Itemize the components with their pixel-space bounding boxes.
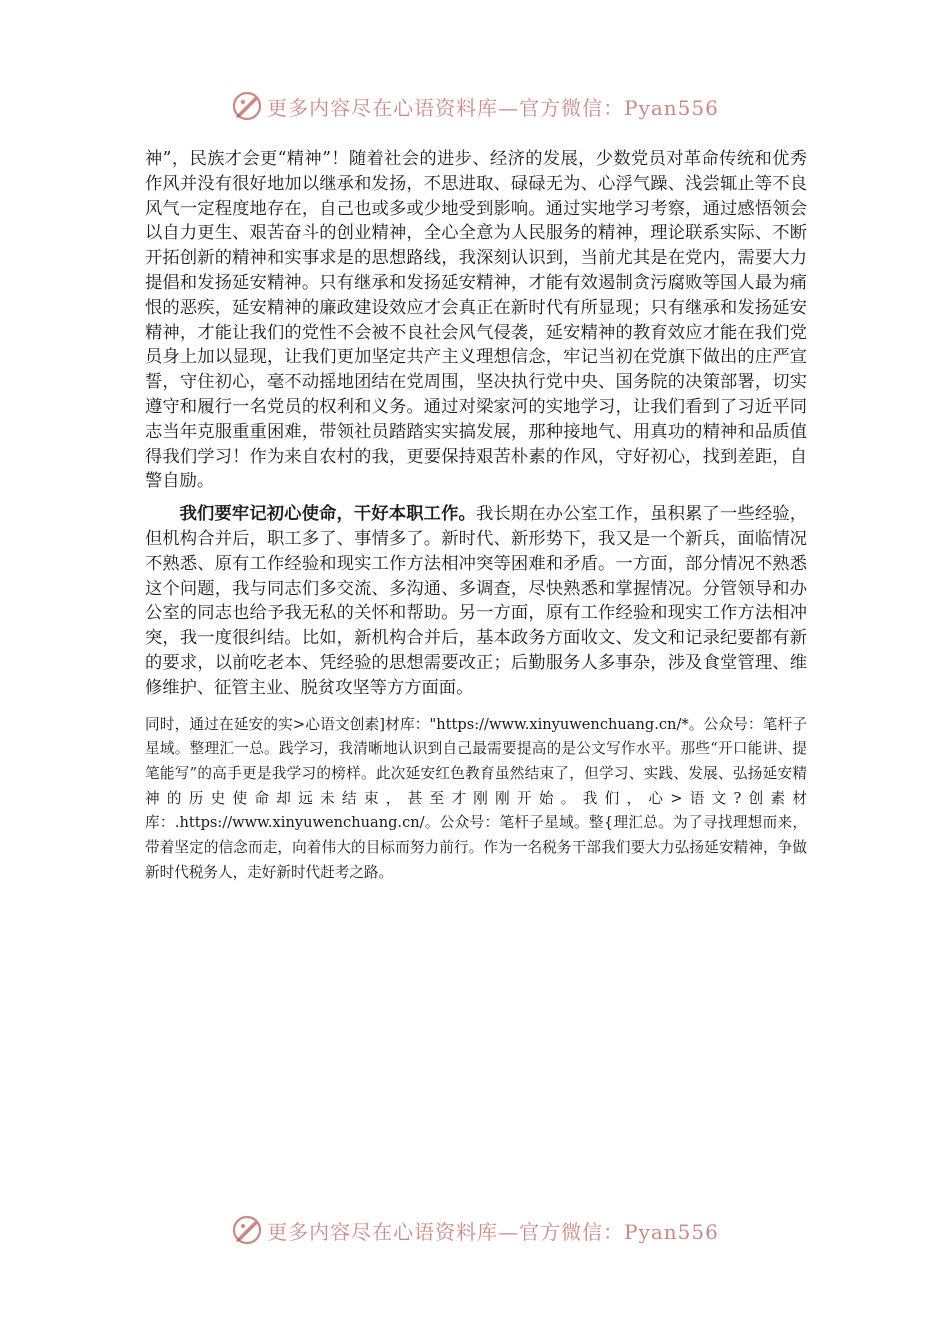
document-body — [145, 147, 807, 885]
footer-watermark-text: 更多内容尽在心语资料库—官方微信：Pyan556 — [267, 1219, 719, 1244]
paragraph-lead-heading: 我们要牢记初心使命，干好本职工作。 — [179, 504, 476, 525]
paragraph-2-text: 我长期在办公室工作，虽积累了一些经验，但机构合并后，职工多了、事情多了。新时代、新形势下，我又是一个新兵，面临情况不熟悉、原有工作经验和现实工作方法相冲突等困难和矛盾。一方面，部分情况不熟悉这个问题，我与同志们多交流、多沟通、多调查，尽快熟悉和掌握情况。分管领导和办公室的同志也给予我无私的关怀和帮助。另一方面，原有工作经验和现实工作方法相冲突，我一度很纠结。比如，新机构合并后，基本政务方面收文、发文和记录纪要都有新的要求，以前吃老本、凭经验的思想需要改正；后勤服务人多事杂，涉及食堂管理、维修维护、征管主业、脱贫攻坚等方方面面。 — [145, 504, 807, 698]
footer-watermark — [0, 1210, 950, 1250]
body-paragraph-1: 神”，民族才会更“精神”！随着社会的进步、经济的发展，少数党员对革命传统和优秀作风并没有很好地加以继承和发扬，不思进取、碌碌无为、心浮气躁、浅尝辄止等不良风气一定程度地存在，自己也或多或少地受到影响。通过实地学习考察，通过感悟领会以自力更生、艰苦奋斗的创业精神，全心全意为人民服务的精神，理论联系实际、不断开拓创新的精神和实事求是的思想路线，我深刻认识到，当前尤其是在党内，需要大力提倡和发扬延安精神。只有继承和发扬延安精神，才能有效遏制贪污腐败等国人最为痛恨的恶疾，延安精神的廉政建设效应才会真正在新时代有所显现；只有继承和发扬延安精神，才能让我们的党性不会被不良社会风气侵袭，延安精神的教育效应才能在我们党员身上加以显现，让我们更加坚定共产主义理想信念，牢记当初在党旗下做出的庄严宣誓，守住初心，毫不动摇地团结在党周围，坚决执行党中央、国务院的决策部署，切实遵守和履行一名党员的权利和义务。通过对梁家河的实地学习，让我们看到了习近平同志当年克服重重困难，带领社员踏踏实实搞发展，那种接地气、用真功的精神和品质值得我们学习！作为来自农村的我，更要保持艰苦朴素的作风，守好初心，找到差距，自警自励。 — [145, 149, 807, 492]
header-watermark-text: 更多内容尽在心语资料库—官方微信：Pyan556 — [267, 95, 719, 120]
pen-circle-logo-icon — [231, 1214, 263, 1246]
body-paragraph-2 — [145, 502, 807, 700]
pen-circle-logo-icon — [231, 90, 263, 122]
header-watermark — [0, 86, 950, 126]
body-paragraph-3: 同时，通过在延安的实>心语文创素]材库："https://www.xinyuwenchuang.cn/*。公众号：笔杆子星域。整理汇一总。践学习，我清晰地认识到自己最需要提高的是公文写作水平。那些“开口能讲、提笔能写”的高手更是我学习的榜样。此次延安红色教育虽然结束了，但学习、实践、发展、弘扬延安精神的历史使命却远未结束，甚至才刚刚开始。我们，心>语文?创素材库：.https://www.xinyuwenchuang.cn/。公众号：笔杆子星域。整{理汇总。为了寻找理想而来，带着坚定的信念而走，向着伟大的目标而努力前行。作为一名税务干部我们要大力弘扬延安精神，争做新时代税务人，走好新时代赶考之路。 — [145, 715, 807, 881]
